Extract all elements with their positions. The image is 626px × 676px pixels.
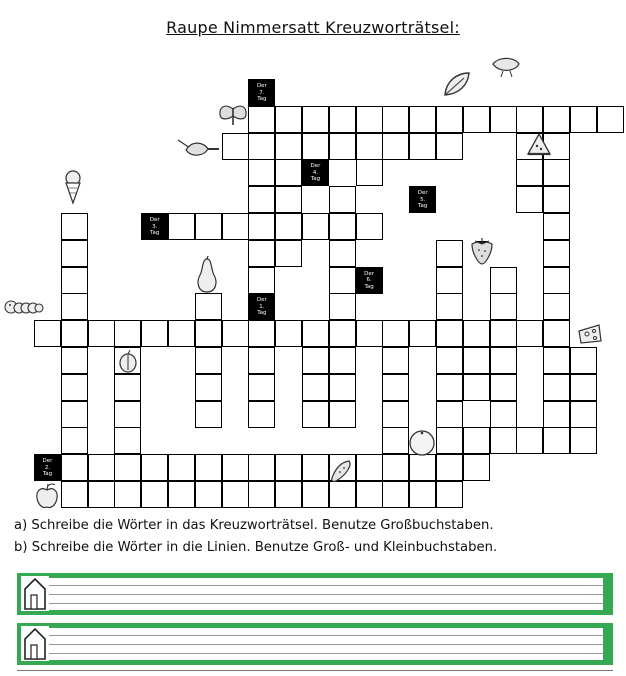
crossword-cell[interactable] <box>329 213 356 240</box>
crossword-cell[interactable] <box>356 481 383 508</box>
day-label-day5 <box>409 186 436 213</box>
day-label-line: Der <box>256 83 267 89</box>
crossword-cell[interactable] <box>329 293 356 320</box>
crossword-cell[interactable] <box>168 481 195 508</box>
crossword-cell[interactable] <box>356 454 383 481</box>
day-label-day1 <box>248 293 275 320</box>
crossword-cell[interactable] <box>543 240 570 267</box>
crossword-cell[interactable] <box>409 320 436 347</box>
crossword-cell[interactable] <box>141 320 168 347</box>
crossword-cell[interactable] <box>543 374 570 401</box>
crossword-cell[interactable] <box>248 267 275 294</box>
crossword-cell[interactable] <box>302 213 329 240</box>
apple-icon <box>34 482 60 510</box>
day-label-line: Tag <box>257 310 267 317</box>
crossword-cell[interactable] <box>222 454 249 481</box>
instruction-a: a) Schreibe die Wörter in das Kreuzworträtsel. Benutze Großbuchstaben. <box>14 518 494 533</box>
crossword-cell[interactable] <box>382 374 409 401</box>
day-label-line: Tag <box>257 96 267 102</box>
day-label-day4 <box>302 159 329 186</box>
crossword-cell[interactable] <box>436 106 463 133</box>
crossword-cell[interactable] <box>168 454 195 481</box>
crossword-cell[interactable] <box>195 320 222 347</box>
day-label-line: Tag <box>310 176 321 183</box>
crossword-cell[interactable] <box>436 240 463 267</box>
crossword-cell[interactable] <box>114 454 141 481</box>
crossword-cell[interactable] <box>543 159 570 186</box>
crossword-cell[interactable] <box>436 133 463 160</box>
crossword-cell[interactable] <box>168 213 195 240</box>
leaf-icon <box>442 70 472 98</box>
crossword-cell[interactable] <box>463 347 490 374</box>
day-label-day2 <box>34 454 61 481</box>
crossword-cell[interactable] <box>222 320 249 347</box>
day-label-line: 6. <box>366 277 372 284</box>
crossword-cell[interactable] <box>141 481 168 508</box>
crossword-cell[interactable] <box>436 454 463 481</box>
crossword-cell[interactable] <box>302 133 329 160</box>
crossword-cell[interactable] <box>463 374 490 401</box>
crossword-cell[interactable] <box>302 374 329 401</box>
strawberry-icon <box>469 236 495 266</box>
day-label-line: Tag <box>150 230 160 236</box>
crossword-cell[interactable] <box>597 106 624 133</box>
crossword-cell[interactable] <box>248 186 275 213</box>
crossword-cell[interactable] <box>436 267 463 294</box>
crossword-cell[interactable] <box>275 159 302 186</box>
crossword-cell[interactable] <box>275 454 302 481</box>
orange-icon <box>407 428 437 458</box>
day-label-line: Tag <box>42 471 53 478</box>
crossword-cell[interactable] <box>222 481 249 508</box>
swiss-cheese-icon <box>577 323 603 345</box>
crossword-cell[interactable] <box>543 401 570 428</box>
crossword-cell[interactable] <box>329 320 356 347</box>
crossword-cell[interactable] <box>195 374 222 401</box>
crossword-cell[interactable] <box>463 320 490 347</box>
day-label-line: Tag <box>418 203 428 210</box>
crossword-cell[interactable] <box>61 320 88 347</box>
crossword-cell[interactable] <box>302 320 329 347</box>
crossword-cell[interactable] <box>248 320 275 347</box>
crossword-cell[interactable] <box>490 106 517 133</box>
crossword-cell[interactable] <box>516 186 543 213</box>
crossword-cell[interactable] <box>382 133 409 160</box>
crossword-cell[interactable] <box>490 347 517 374</box>
crossword-cell[interactable] <box>302 347 329 374</box>
instruction-b: b) Schreibe die Wörter in die Linien. Benutze Groß- und Kleinbuchstaben. <box>14 540 498 555</box>
crossword-cell[interactable] <box>114 427 141 454</box>
crossword-cell[interactable] <box>490 427 517 454</box>
crossword-cell[interactable] <box>302 481 329 508</box>
crossword-cell[interactable] <box>382 106 409 133</box>
crossword-cell[interactable] <box>248 213 275 240</box>
bottom-rule <box>17 670 613 671</box>
crossword-cell[interactable] <box>382 347 409 374</box>
page-title: Raupe Nimmersatt Kreuzworträtsel: <box>166 18 460 37</box>
crossword-cell[interactable] <box>248 106 275 133</box>
crossword-cell[interactable] <box>275 481 302 508</box>
crossword-cell[interactable] <box>543 320 570 347</box>
crossword-cell[interactable] <box>516 106 543 133</box>
writing-lines-1[interactable] <box>17 573 613 615</box>
crossword-cell[interactable] <box>543 347 570 374</box>
crossword-cell[interactable] <box>490 267 517 294</box>
day-label-line: 2. <box>44 464 51 471</box>
crossword-cell[interactable] <box>61 374 88 401</box>
crossword-cell[interactable] <box>248 347 275 374</box>
crossword-cell[interactable] <box>275 106 302 133</box>
crossword-cell[interactable] <box>356 159 383 186</box>
crossword-cell[interactable] <box>356 106 383 133</box>
crossword-cell[interactable] <box>543 267 570 294</box>
crossword-cell[interactable] <box>195 401 222 428</box>
crossword-cell[interactable] <box>61 454 88 481</box>
plum-icon <box>117 350 139 374</box>
crossword-cell[interactable] <box>88 454 115 481</box>
day-label-line: 5. <box>420 196 426 203</box>
crossword-cell[interactable] <box>61 213 88 240</box>
crossword-cell[interactable] <box>61 481 88 508</box>
crossword-cell[interactable] <box>34 320 61 347</box>
crossword-cell[interactable] <box>516 427 543 454</box>
crossword-cell[interactable] <box>275 240 302 267</box>
crossword-cell[interactable] <box>302 454 329 481</box>
crossword-cell[interactable] <box>490 401 517 428</box>
crossword-cell[interactable] <box>88 320 115 347</box>
day-label-day7 <box>248 79 275 106</box>
crossword-cell[interactable] <box>409 106 436 133</box>
crossword-cell[interactable] <box>436 347 463 374</box>
crossword-cell[interactable] <box>463 454 490 481</box>
crossword-cell[interactable] <box>490 320 517 347</box>
house-icon <box>20 575 50 612</box>
day-label-line: 1. <box>259 303 265 310</box>
crossword-cell[interactable] <box>409 133 436 160</box>
crossword-cell[interactable] <box>114 401 141 428</box>
crossword-cell[interactable] <box>195 481 222 508</box>
crossword-cell[interactable] <box>248 240 275 267</box>
chrysalis-icon <box>176 136 220 162</box>
crossword-cell[interactable] <box>329 133 356 160</box>
day-label-line: Der <box>42 458 53 465</box>
day-label-line: 7. <box>259 89 265 96</box>
crossword-cell[interactable] <box>436 481 463 508</box>
crossword-cell[interactable] <box>195 347 222 374</box>
crossword-cell[interactable] <box>382 401 409 428</box>
crossword-cell[interactable] <box>543 186 570 213</box>
crossword-cell[interactable] <box>543 293 570 320</box>
pear-icon <box>194 256 220 294</box>
crossword-cell[interactable] <box>382 320 409 347</box>
crossword-cell[interactable] <box>570 106 597 133</box>
crossword-cell[interactable] <box>543 213 570 240</box>
crossword-cell[interactable] <box>382 454 409 481</box>
crossword-cell[interactable] <box>61 293 88 320</box>
crossword-cell[interactable] <box>329 374 356 401</box>
crossword-cell[interactable] <box>88 481 115 508</box>
day-label-line: 3. <box>152 223 158 230</box>
crossword-cell[interactable] <box>302 106 329 133</box>
crossword-cell[interactable] <box>329 106 356 133</box>
crossword-cell[interactable] <box>436 427 463 454</box>
crossword-cell[interactable] <box>114 374 141 401</box>
crossword-cell[interactable] <box>543 427 570 454</box>
crossword-cell[interactable] <box>61 401 88 428</box>
crossword-cell[interactable] <box>222 213 249 240</box>
crossword-cell[interactable] <box>490 374 517 401</box>
crossword-cell[interactable] <box>570 401 597 428</box>
crossword-cell[interactable] <box>61 427 88 454</box>
crossword-cell[interactable] <box>275 213 302 240</box>
crossword-cell[interactable] <box>329 186 356 213</box>
pickle-icon <box>328 458 354 484</box>
crossword-cell[interactable] <box>114 320 141 347</box>
day-label-line: Der <box>364 270 375 277</box>
crossword-cell[interactable] <box>248 374 275 401</box>
house-icon <box>20 625 50 662</box>
day-label-line: Der <box>417 190 428 197</box>
crossword-cell[interactable] <box>248 454 275 481</box>
crossword-cell[interactable] <box>409 454 436 481</box>
crossword-cell[interactable] <box>329 401 356 428</box>
day-label-day3 <box>141 213 168 240</box>
crossword-cell[interactable] <box>302 401 329 428</box>
crossword-cell[interactable] <box>356 133 383 160</box>
day-label-line: Der <box>310 163 321 170</box>
day-label-line: Tag <box>364 283 374 290</box>
crossword-cell[interactable] <box>356 213 383 240</box>
day-label-line: Der <box>149 217 160 223</box>
writing-lines-2[interactable] <box>17 623 613 665</box>
crossword-cell[interactable] <box>409 481 436 508</box>
day-label-line: Der <box>256 297 267 304</box>
crossword-cell[interactable] <box>61 240 88 267</box>
crossword-cell[interactable] <box>463 106 490 133</box>
crossword-cell[interactable] <box>195 454 222 481</box>
crossword-cell[interactable] <box>168 320 195 347</box>
day-label-day6 <box>356 267 383 294</box>
crossword-cell[interactable] <box>248 481 275 508</box>
crossword-cell[interactable] <box>248 159 275 186</box>
crossword-cell[interactable] <box>195 213 222 240</box>
crossword-cell[interactable] <box>275 186 302 213</box>
crossword-cell[interactable] <box>329 347 356 374</box>
crossword-cell[interactable] <box>382 427 409 454</box>
crossword-cell[interactable] <box>248 401 275 428</box>
crossword-cell[interactable] <box>195 293 222 320</box>
crossword-cell[interactable] <box>436 293 463 320</box>
crossword-cell[interactable] <box>570 427 597 454</box>
crossword-cell[interactable] <box>61 267 88 294</box>
crossword-cell[interactable] <box>61 347 88 374</box>
crossword-cell[interactable] <box>329 240 356 267</box>
crossword-cell[interactable] <box>436 401 463 428</box>
crossword-cell[interactable] <box>570 347 597 374</box>
day-label-line: 4. <box>312 169 319 176</box>
crossword-cell[interactable] <box>543 106 570 133</box>
caterpillar-icon <box>4 297 44 319</box>
crossword-cell[interactable] <box>490 293 517 320</box>
crossword-cell[interactable] <box>329 481 356 508</box>
crossword-cell[interactable] <box>141 454 168 481</box>
ice-cream-icon <box>62 169 84 205</box>
crossword-cell[interactable] <box>329 267 356 294</box>
crossword-cell[interactable] <box>436 374 463 401</box>
crossword-cell[interactable] <box>516 159 543 186</box>
crossword-cell[interactable] <box>463 427 490 454</box>
crossword-cell[interactable] <box>222 133 249 160</box>
crossword-cell[interactable] <box>570 374 597 401</box>
butterfly-icon <box>217 103 249 129</box>
cocoon-icon <box>490 54 522 78</box>
crossword-cell[interactable] <box>114 481 141 508</box>
crossword-cell[interactable] <box>436 320 463 347</box>
crossword-cell[interactable] <box>516 320 543 347</box>
watermelon-icon <box>526 132 552 156</box>
crossword-cell[interactable] <box>275 320 302 347</box>
crossword-cell[interactable] <box>275 133 302 160</box>
crossword-cell[interactable] <box>382 481 409 508</box>
crossword-cell[interactable] <box>248 133 275 160</box>
crossword-cell[interactable] <box>356 320 383 347</box>
